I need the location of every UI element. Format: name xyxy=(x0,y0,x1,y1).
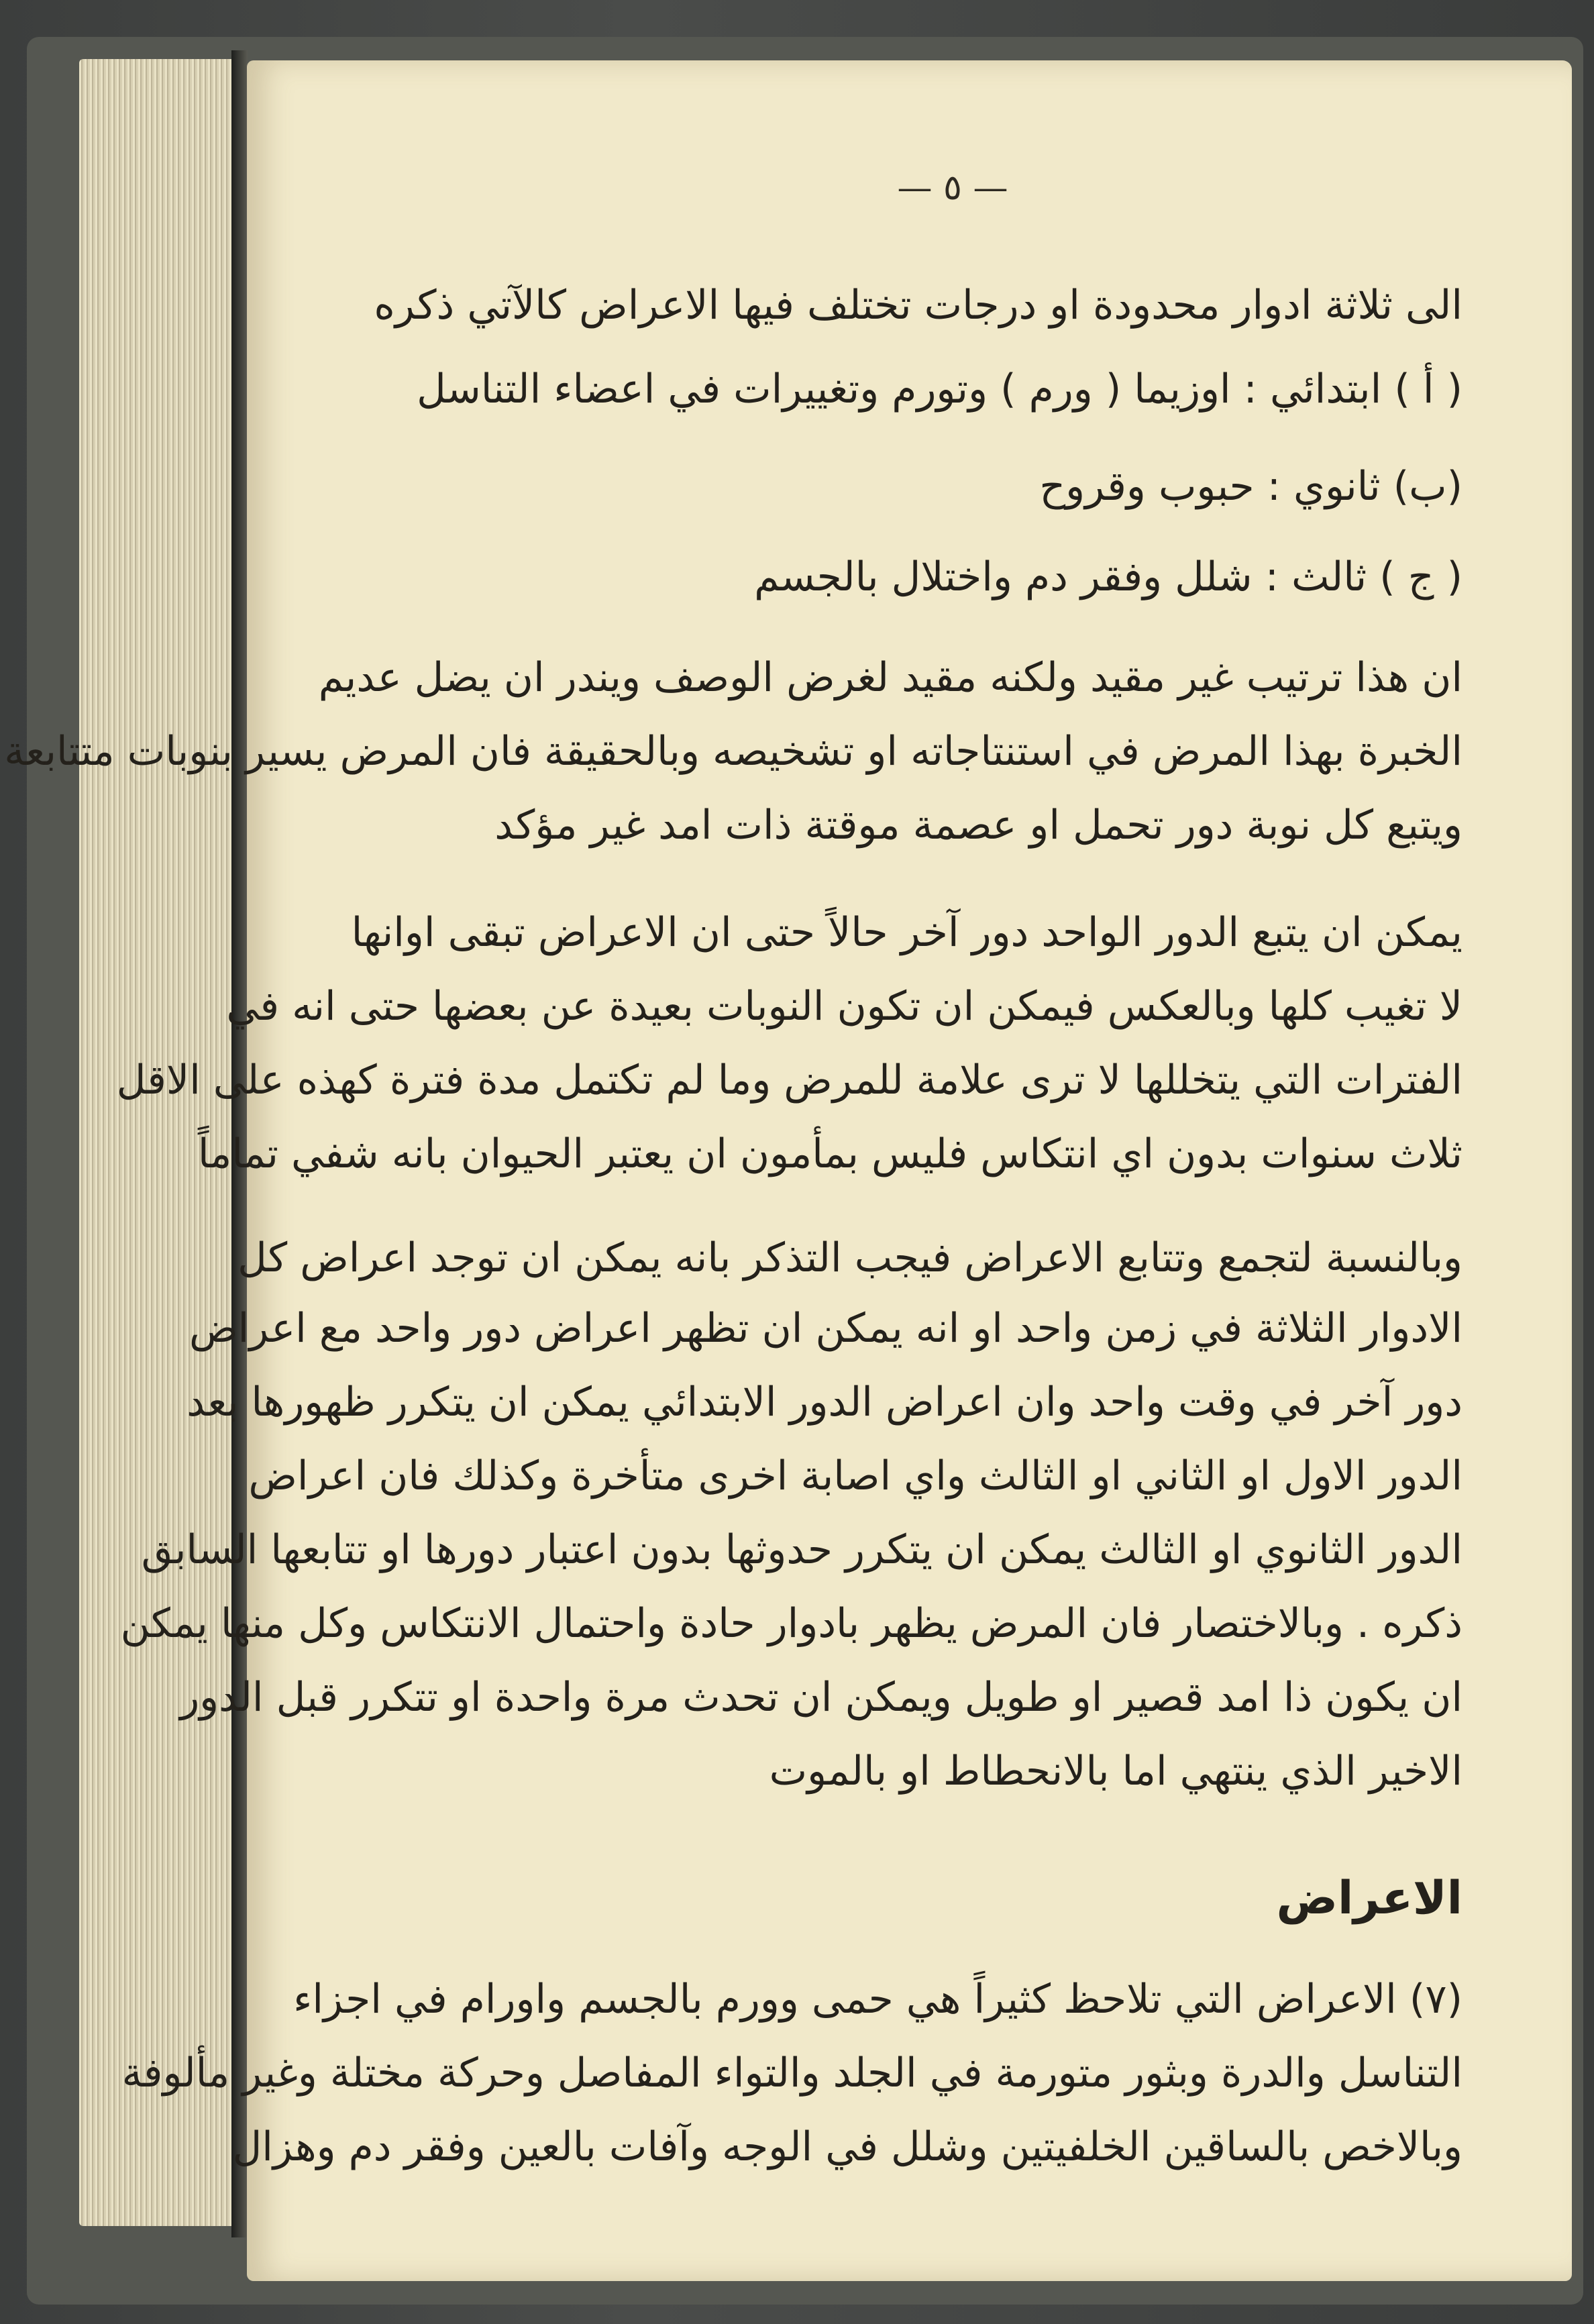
text-line: الى ثلاثة ادوار محدودة او درجات تختلف فيها الاعراض كالآتي ذكره xyxy=(374,282,1463,329)
text-line: الخبرة بهذا المرض في استنتاجاته او تشخيصه وبالحقيقة فان المرض يسير بنوبات متتابعة xyxy=(4,728,1463,775)
text-line: يمكن ان يتبع الدور الواحد دور آخر حالاً حتى ان الاعراض تبقى اوانها xyxy=(351,909,1463,956)
text-line: ويتبع كل نوبة دور تحمل او عصمة موقتة ذات امد غير مؤكد xyxy=(494,802,1463,849)
text-line: التناسل والدرة وبثور متورمة في الجلد والتواء المفاصل وحركة مختلة وغير مألوفة xyxy=(121,2050,1463,2097)
text-line: (٧) الاعراض التي تلاحظ كثيراً هي حمى وورم بالجسم واورام في اجزاء xyxy=(293,1976,1463,2023)
text-line: وبالنسبة لتجمع وتتابع الاعراض فيجب التذكر بانه يمكن ان توجد اعراض كل xyxy=(237,1234,1463,1281)
list-item: ( ج ) ثالث : شلل وفقر دم واختلال بالجسم xyxy=(754,553,1463,600)
text-line: وبالاخص بالساقين الخلفيتين وشلل في الوجه وآفات بالعين وفقر دم وهزال xyxy=(232,2123,1463,2170)
text-line: الدور الاول او الثاني او الثالث واي اصابة اخرى متأخرة وكذلك فان اعراض xyxy=(248,1452,1463,1499)
text-line: ان يكون ذا امد قصير او طويل ويمكن ان تحدث مرة واحدة او تتكرر قبل الدور xyxy=(180,1674,1463,1721)
list-item: ( أ ) ابتدائي : اوزيما ( ورم ) وتورم وتغييرات في اعضاء التناسل xyxy=(417,366,1463,413)
text-line: الادوار الثلاثة في زمن واحد او انه يمكن ان تظهر اعراض دور واحد مع اعراض xyxy=(189,1305,1463,1352)
text-line: ان هذا ترتيب غير مقيد ولكنه مقيد لغرض الوصف ويندر ان يضل عديم xyxy=(318,654,1463,701)
text-line: الدور الثانوي او الثالث يمكن ان يتكرر حدوثها بدون اعتبار دورها او تتابعها السابق xyxy=(141,1526,1463,1573)
text-line: لا تغيب كلها وبالعكس فيمكن ان تكون النوبات بعيدة عن بعضها حتى انه في xyxy=(226,983,1463,1030)
text-line: الاخير الذي ينتهي اما بالانحطاط او بالموت xyxy=(769,1748,1463,1795)
section-heading: الاعراض xyxy=(1276,1872,1463,1925)
page-number: — ٥ — xyxy=(897,168,1008,208)
text-line: دور آخر في وقت واحد وان اعراض الدور الابتدائي يمكن ان يتكرر ظهورها بعد xyxy=(187,1379,1463,1426)
list-item: (ب) ثانوي : حبوب وقروح xyxy=(1039,463,1463,510)
text-line: ثلاث سنوات بدون اي انتكاس فليس بمأمون ان يعتبر الحيوان بانه شفي تماماً xyxy=(197,1130,1463,1177)
text-line: ذكره . وبالاختصار فان المرض يظهر بادوار حادة واحتمال الانتكاس وكل منها يمكن xyxy=(120,1600,1463,1647)
text-line: الفترات التي يتخللها لا ترى علامة للمرض وما لم تكتمل مدة فترة كهذه على الاقل xyxy=(116,1057,1463,1104)
